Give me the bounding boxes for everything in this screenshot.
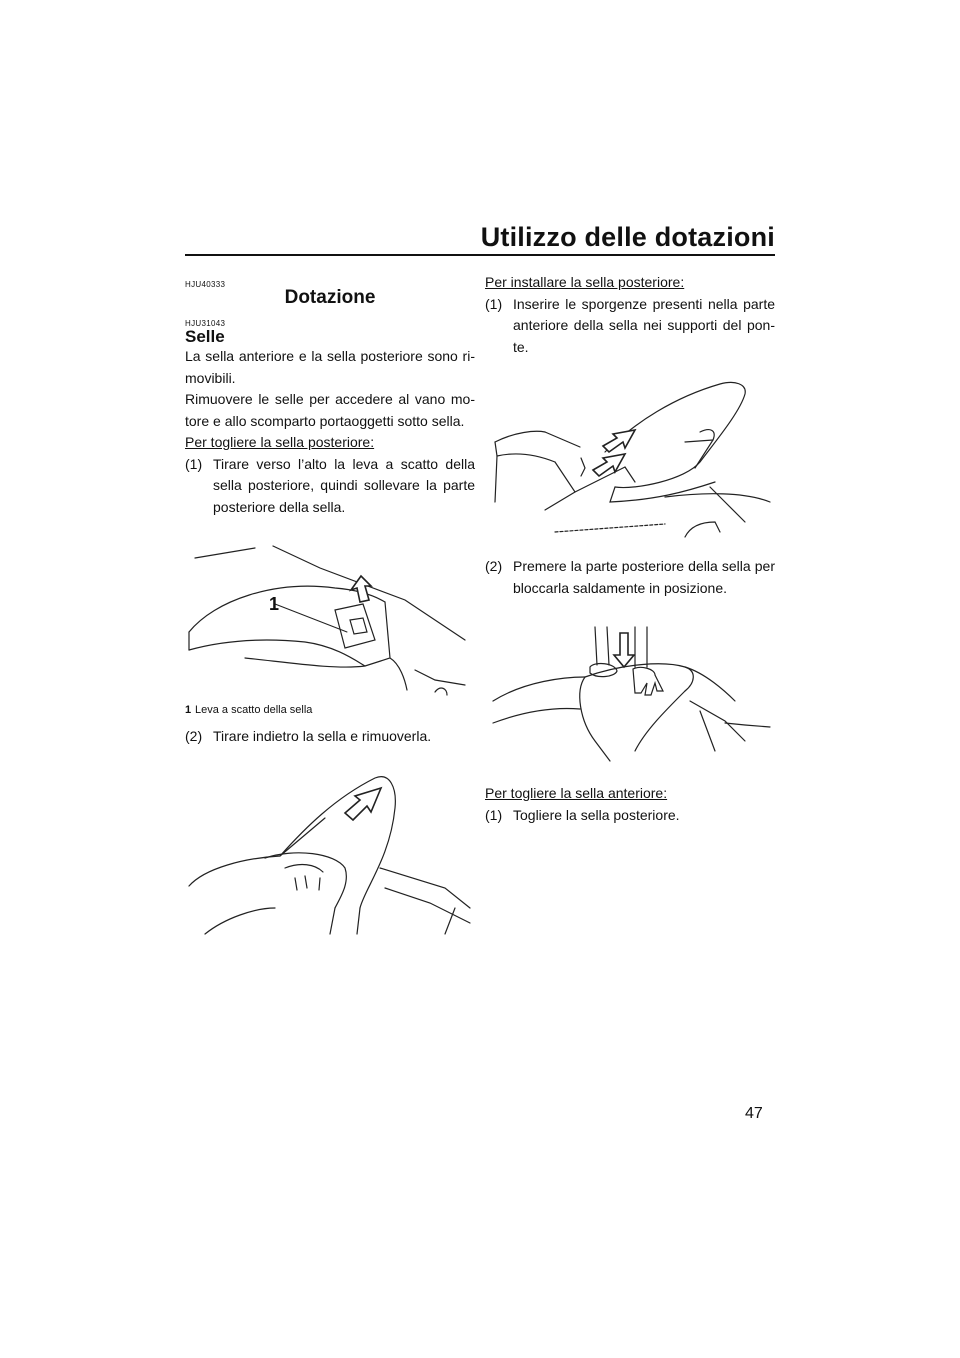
caption-text: Leva a scatto della sella xyxy=(195,704,313,716)
subsection-code: HJU31043 xyxy=(185,319,226,328)
step-text: Premere la parte posteriore della sella per bloccarla saldamente in posizione. xyxy=(513,558,775,596)
remove-rear-step-1 xyxy=(185,454,475,519)
step-number: (2) xyxy=(185,728,203,744)
remove-front-step-1 xyxy=(485,805,775,827)
intro-paragraph-1: La sella anteriore e la sella posteriore sono ri-movibili. xyxy=(185,348,475,386)
seat-press-illustration xyxy=(485,611,775,771)
callout-1: 1 xyxy=(269,594,280,614)
intro-paragraph-2: Rimuovere le selle per accedere al vano mo-tore e allo scomparto portaoggetti sotto sella. xyxy=(185,391,475,429)
step-number: (1) xyxy=(185,455,203,472)
left-column xyxy=(185,272,475,938)
install-rear-step-1 xyxy=(485,294,775,359)
seat-insert-illustration xyxy=(485,372,775,542)
right-column xyxy=(485,272,775,826)
header-rule xyxy=(185,254,775,256)
seat-latch-illustration xyxy=(185,540,475,700)
step-text: Tirare verso l’alto la leva a scatto della sella posteriore, quindi sollevare la parte posteriore della sella. xyxy=(213,455,475,515)
install-rear-seat-heading: Per installare la sella posteriore: xyxy=(485,274,685,290)
section-title: Dotazione xyxy=(284,287,376,308)
page-header xyxy=(185,222,775,256)
step-text: Inserire le sporgenze presenti nella parte anteriore della sella nei supporti del pon-te. xyxy=(513,295,775,355)
caption-number: 1 xyxy=(185,704,192,716)
step-text: Togliere la sella posteriore. xyxy=(513,806,680,823)
step-number: (1) xyxy=(485,295,503,312)
remove-rear-step-2 xyxy=(185,726,475,748)
page-number: 47 xyxy=(745,1105,763,1122)
step-number: (2) xyxy=(485,558,503,574)
remove-front-seat-heading: Per togliere la sella anteriore: xyxy=(485,785,668,801)
page-title: Utilizzo delle dotazioni xyxy=(480,222,775,252)
figure-caption xyxy=(185,704,475,716)
subsection-title: Selle xyxy=(185,327,225,346)
remove-rear-seat-heading: Per togliere la sella posteriore: xyxy=(185,434,375,450)
step-number: (1) xyxy=(485,806,503,823)
section-code: HJU40333 xyxy=(185,280,226,289)
step-text: Tirare indietro la sella e rimuoverla. xyxy=(213,728,432,744)
install-rear-step-2 xyxy=(485,556,775,599)
seat-removal-illustration xyxy=(185,758,475,938)
